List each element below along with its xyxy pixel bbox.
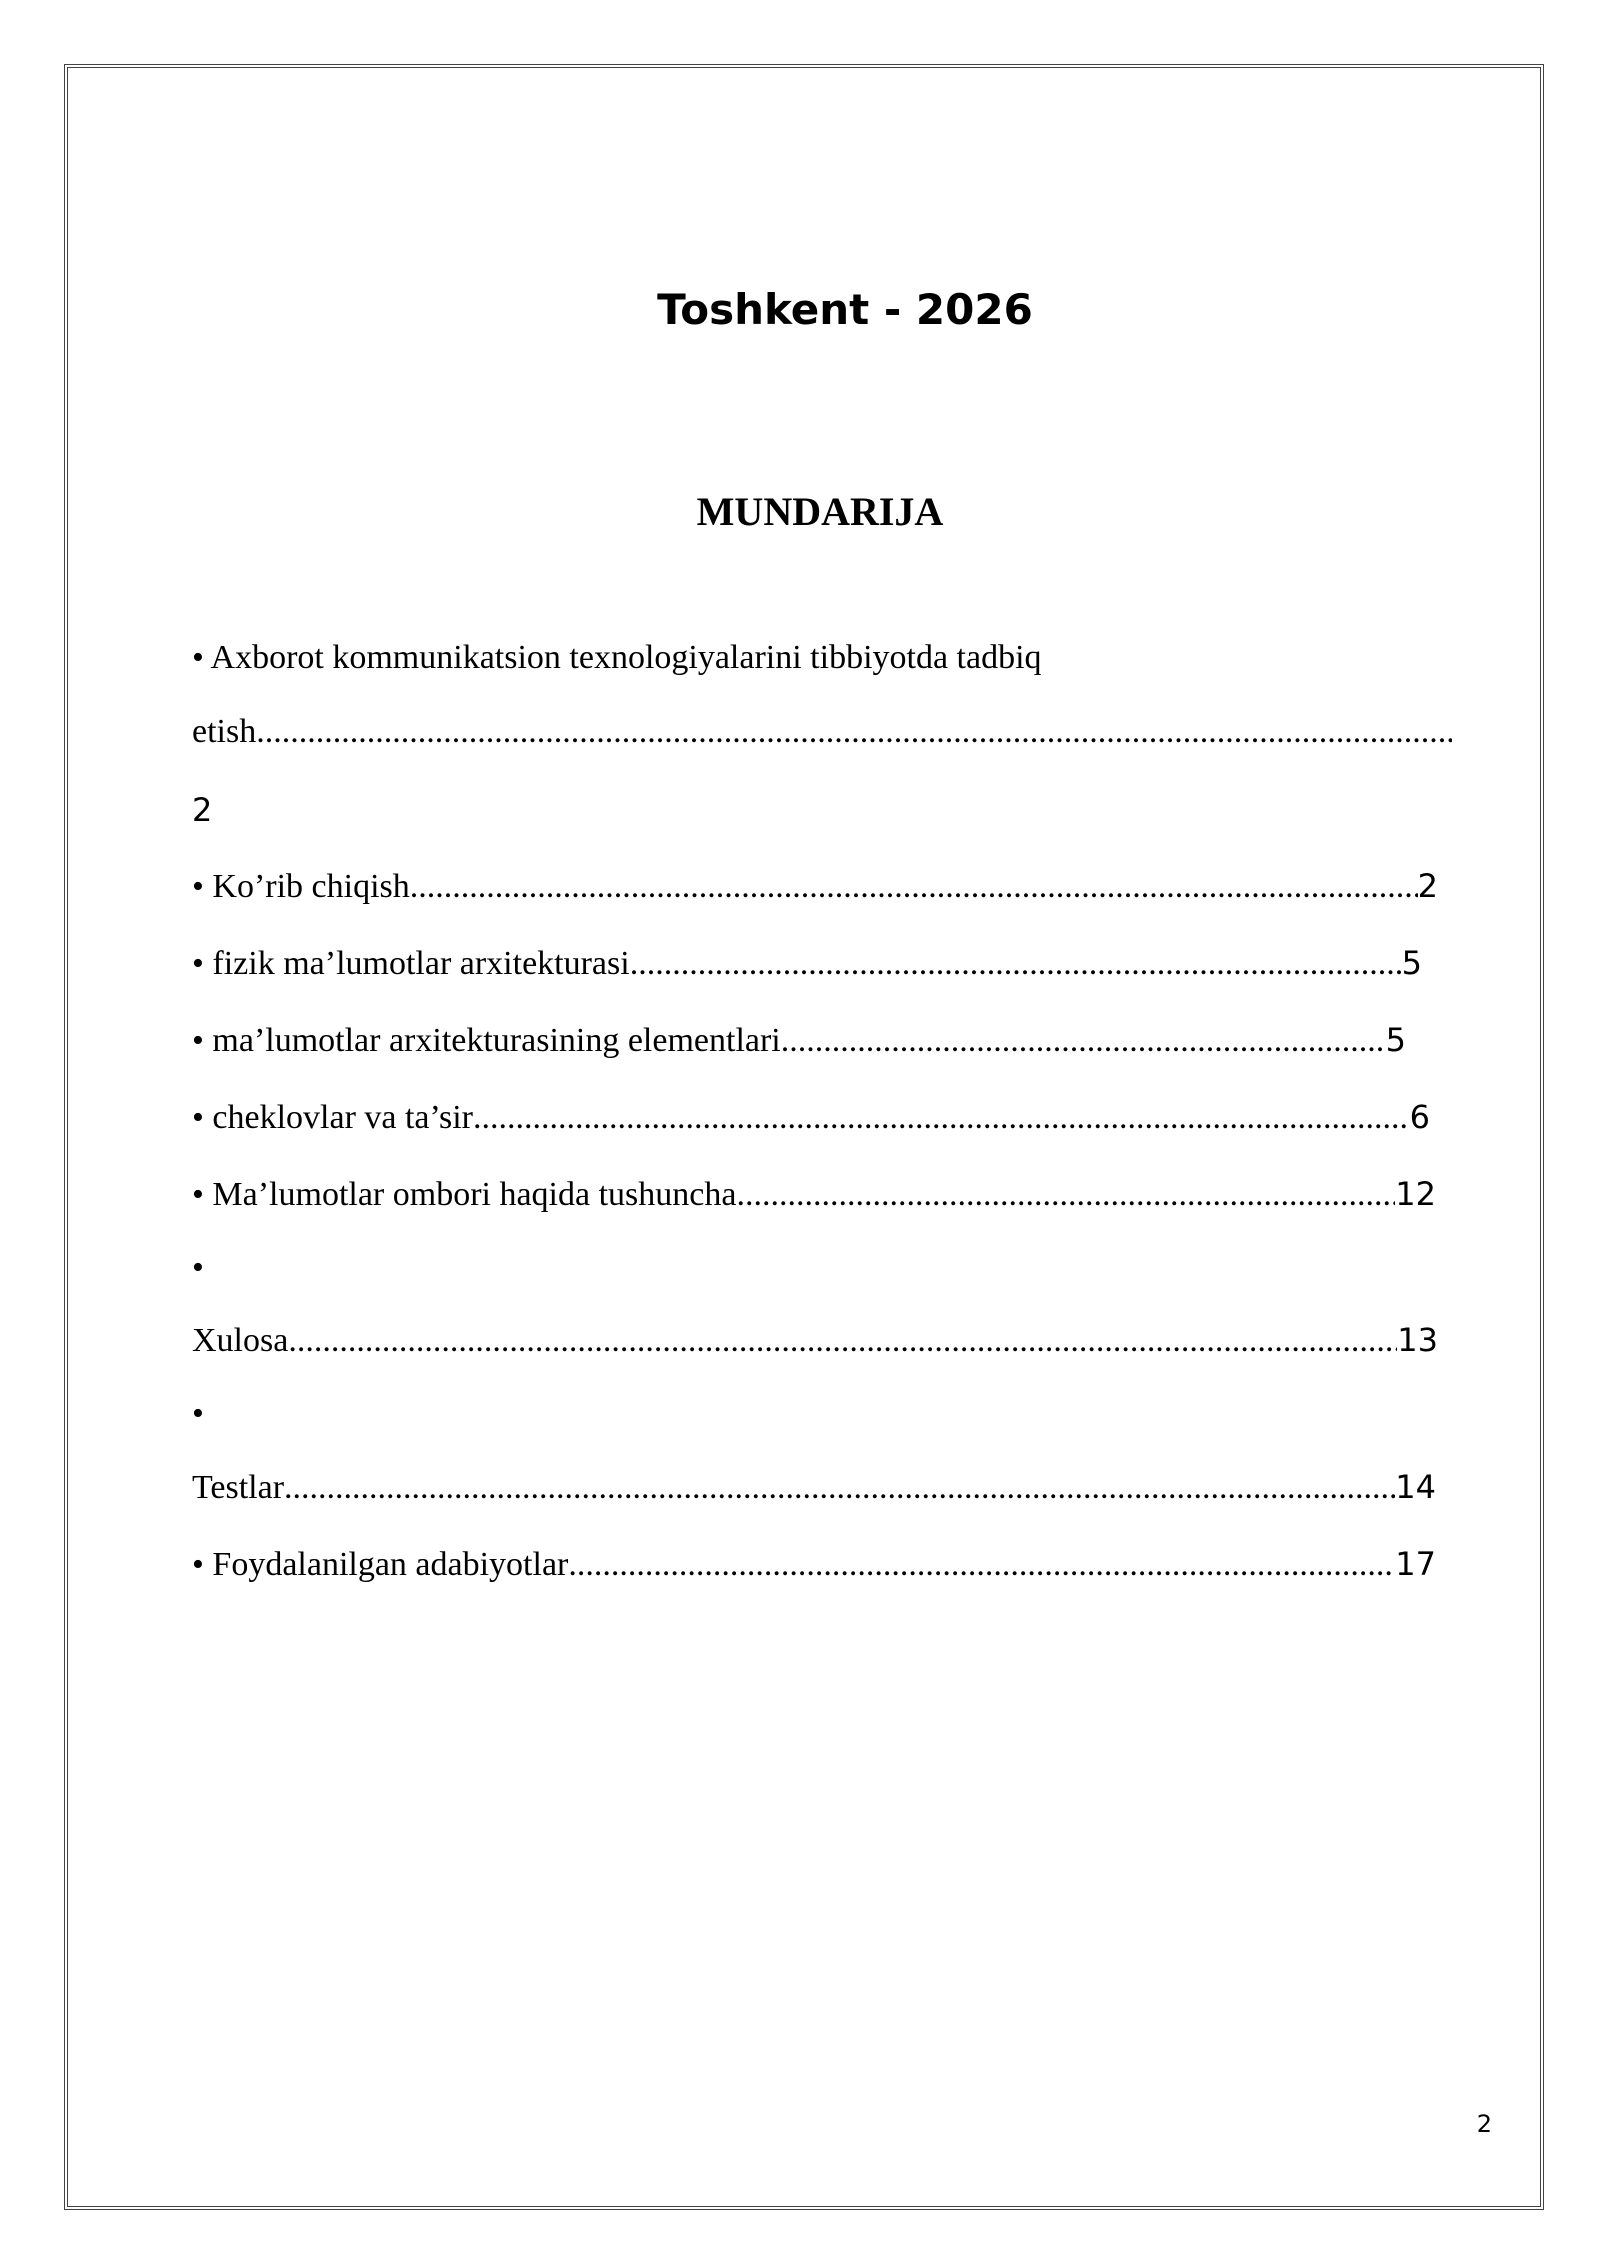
toc-entry-4-page: 5 [1385,1021,1406,1059]
toc-entry-9-page: 17 [1395,1545,1436,1583]
toc-entry-2[interactable] [192,864,1438,909]
toc-entry-6[interactable] [192,1172,1436,1217]
toc-entry-2-label: • Ko’rib chiqish [192,868,410,905]
toc-entry-1-label-part: • Axborot kommunikatsion texnologiyalarini tibbiyotda tadbiq [192,639,1042,676]
toc-entry-7[interactable] [192,1318,1438,1363]
toc-leader-dots [630,942,1402,986]
toc-entry-6-label: • Ma’lumotlar ombori haqida tushuncha [192,1176,737,1213]
toc-entry-3[interactable] [192,941,1422,986]
toc-entry-3-page: 5 [1401,944,1422,982]
toc-leader-dots [781,1019,1386,1063]
toc-leader-dots [288,1319,1397,1363]
toc-entry-7-label: Xulosa [192,1322,289,1359]
toc-entry-1-line-2[interactable] [192,710,1452,754]
toc-entry-7-page: 13 [1397,1321,1438,1359]
toc-entry-5-label: • cheklovlar va ta’sir [192,1099,473,1136]
city-year-heading: Toshkent - 2026 [657,285,1033,334]
toc-entry-1-page: 2 [192,791,213,829]
toc-entry-8-bullet: • [192,1395,204,1432]
toc-entry-1-label: etish [192,713,257,750]
toc-entry-3-label: • fizik ma’lumotlar arxitekturasi [192,945,630,982]
toc-entry-1-line-1[interactable] [192,636,1452,680]
page-number: 2 [1476,2110,1492,2138]
toc-leader-dots [473,1096,1410,1140]
toc-leader-dots [256,710,1452,754]
toc-leader-dots [568,1543,1395,1587]
toc-entry-2-page: 2 [1417,867,1438,905]
toc-entry-8-label: Testlar [192,1469,285,1506]
toc-entry-9-label: • Foydalanilgan adabiyotlar [192,1546,569,1583]
toc-entry-6-page: 12 [1395,1175,1436,1213]
toc-entry-5[interactable] [192,1095,1430,1140]
toc-entry-8[interactable] [192,1465,1436,1510]
toc-leader-dots [736,1173,1395,1217]
toc-entry-7-bullet: • [192,1249,204,1286]
toc-leader-dots [410,865,1418,909]
toc-entry-5-page: 6 [1409,1098,1430,1136]
toc-entry-4-label: • ma’lumotlar arxitekturasining elementlari [192,1022,781,1059]
toc-title: MUNDARIJA [696,489,944,534]
toc-leader-dots [284,1466,1395,1510]
toc-entry-8-page: 14 [1395,1468,1436,1506]
toc-entry-9[interactable] [192,1542,1436,1587]
toc-entry-4[interactable] [192,1018,1406,1063]
